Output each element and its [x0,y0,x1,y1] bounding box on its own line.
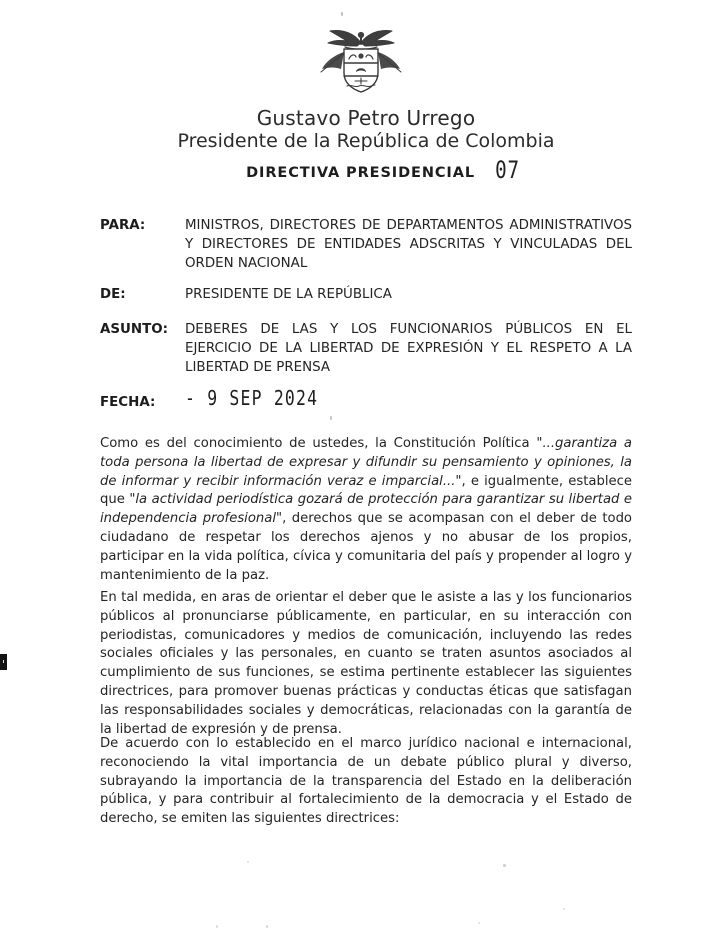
header-author-name: Gustavo Petro Urrego [256,106,476,130]
scan-speck [341,12,343,16]
memo-label-fecha: FECHA: [100,395,156,410]
doc-title-line [246,156,526,184]
memo-label-de: DE: [100,287,126,302]
doc-number-stamp: 07 [494,156,520,184]
scan-speck [503,864,506,867]
scan-speck [216,925,218,928]
body-paragraph-2: En tal medida, en aras de orientar el deber que le asiste a las y los funcionarios públicos al pronunciarse públicamente, en particular, en su interacción con periodistas, comunicadores y medios de comunicación, incluyendo las redes sociales oficiales y las personales, en cuanto se traten asuntos asociados al cumplimiento de sus funciones, se estima pertinente establecer las siguientes directrices, para promover buenas prácticas y conductas éticas que satisfagan las responsabilidades sociales y democráticas, relacionadas con la garantía de la libertad de expresión y de prensa. [100,590,632,737]
scan-artifact-edge-mark [0,654,7,670]
memo-value-para: MINISTROS, DIRECTORES DE DEPARTAMENTOS ADMINISTRATIVOS Y DIRECTORES DE ENTIDADES ADSCRITAS Y VINCULADAS DEL ORDEN NACIONAL [185,218,632,271]
scan-speck [330,416,332,420]
doc-type-label: DIRECTIVA PRESIDENCIAL [246,165,475,181]
header-author-title: Presidente de la República de Colombia [177,130,555,152]
date-stamp: - 9 SEP 2024 [185,386,319,410]
memo-label-asunto: ASUNTO: [100,322,168,337]
colombia-coat-of-arms-icon [310,26,412,104]
body-paragraph-1: Como es del conocimiento de ustedes, la Constitución Política "...garantiza a toda persona la libertad de expresar y difundir su pensamiento y opiniones, la de informar y recibir información veraz e imparcial...", e igualmente, establece que "la actividad periodística gozará de protección para garantizar su libertad e independencia profesional", derechos que se acompasan con el deber de todo ciudadano de respetar los derechos ajenos y no abusar de los propios, participar en la vida política, cívica y comunitaria del país y propender al logro y mantenimiento de la paz. [100,436,633,583]
scan-speck [492,141,495,143]
memo-row-para [100,216,632,273]
memo-value-de: PRESIDENTE DE LA REPÚBLICA [185,287,392,302]
memo-value-asunto: DEBERES DE LAS Y LOS FUNCIONARIOS PÚBLICOS EN EL EJERCICIO DE LA LIBERTAD DE EXPRESIÓN Y EL RESPETO A LA LIBERTAD DE PRENSA [185,322,632,375]
memo-row-de [100,285,632,304]
scan-speck [478,922,480,924]
memo-label-para: PARA: [100,218,146,233]
memo-row-fecha [100,386,632,412]
scan-speck [266,925,268,928]
body-paragraph-3: De acuerdo con lo establecido en el marco jurídico nacional e internacional, reconociendo la vital importancia de un debate público plural y diverso, subrayando la importancia de la transparencia del Estado en la deliberación pública, y para contribuir al fortalecimiento de la democracia y el Estado de derecho, se emiten las siguientes directrices: [100,736,632,827]
scan-speck [247,861,249,863]
memo-row-asunto [100,320,632,377]
scan-speck [563,908,565,910]
